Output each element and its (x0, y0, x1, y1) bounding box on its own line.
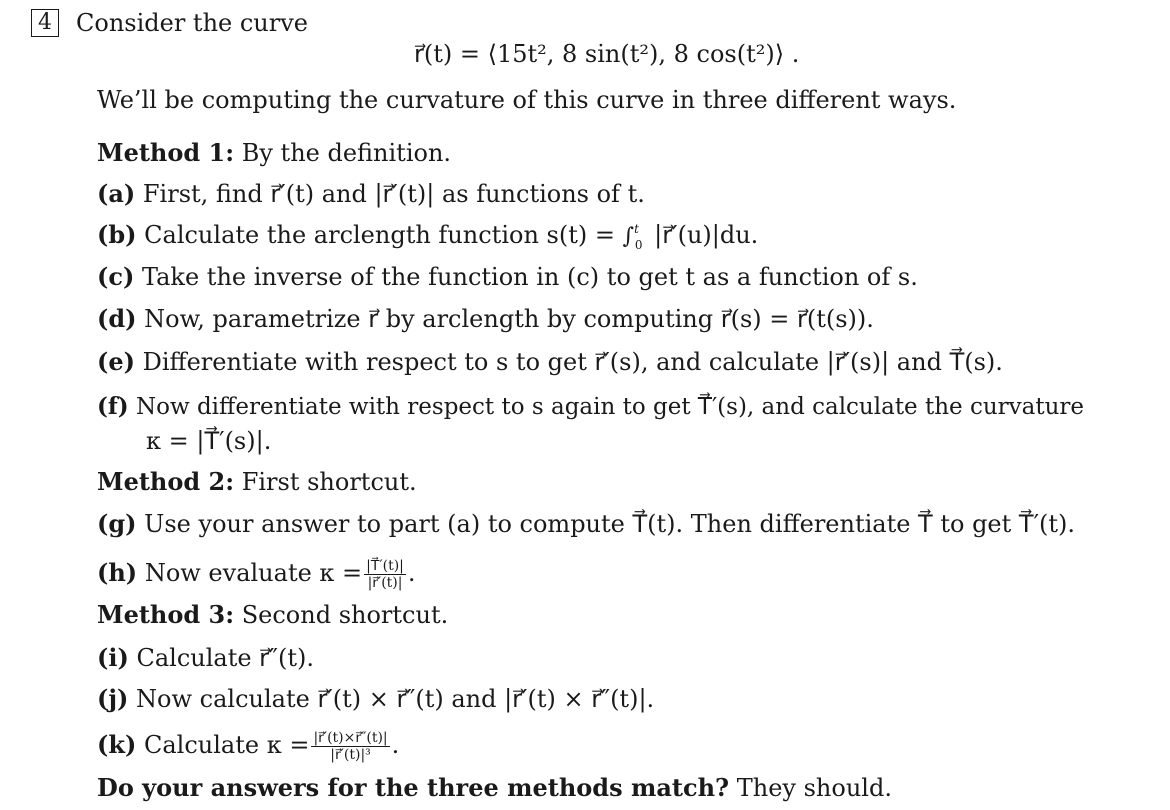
part-h-label: (h) (97, 558, 138, 587)
part-f-label: (f) (97, 393, 129, 420)
method3-heading: Method 3: (97, 600, 235, 629)
part-g (97, 510, 1075, 538)
part-i (97, 644, 314, 672)
part-j-label: (j) (97, 684, 129, 713)
part-h (97, 558, 416, 591)
part-b-text: Calculate the arclength function s(t) = (144, 221, 615, 249)
integral-upper-limit: t (634, 222, 639, 236)
closing-question: Do your answers for the three methods match? (97, 773, 730, 802)
part-k-label: (k) (97, 730, 137, 759)
problem-number: 4 (31, 9, 59, 37)
method2-line (97, 468, 417, 496)
part-k-fraction (311, 730, 389, 763)
part-j-text: Now calculate r⃗′(t) × r⃗″(t) and |r⃗′(t) × r⃗″(t)|. (136, 685, 655, 713)
intro-text: Consider the curve (76, 9, 308, 37)
part-c-label: (c) (97, 262, 135, 291)
part-i-label: (i) (97, 643, 129, 672)
part-f-text: Now differentiate with respect to s again to get T⃗′(s), and calculate the curvature (135, 394, 1085, 420)
integral-sign: ∫ (622, 224, 635, 249)
method2-heading: Method 2: (97, 467, 235, 496)
curve-equation: r⃗(t) = ⟨15t², 8 sin(t²), 8 cos(t²)⟩ . (414, 40, 800, 68)
part-k-period: . (391, 731, 400, 759)
method3-line (97, 601, 448, 629)
part-h-period: . (407, 559, 416, 587)
closing-answer: They should. (736, 774, 892, 802)
part-i-text: Calculate r⃗″(t). (136, 644, 315, 672)
part-k-numerator: |r⃗′(t)×r⃗″(t)| (313, 730, 388, 746)
method1-heading: Method 1: (97, 138, 235, 167)
part-c (97, 263, 918, 291)
part-b (97, 221, 758, 253)
method1-line (97, 139, 451, 167)
part-a-text: First, find r⃗′(t) and |r⃗′(t)| as functions of t. (142, 180, 645, 208)
part-d (97, 305, 874, 333)
part-d-label: (d) (97, 304, 137, 333)
statement-text: We’ll be computing the curvature of this curve in three different ways. (97, 86, 957, 114)
part-h-fraction (364, 558, 406, 591)
part-c-text: Take the inverse of the function in (c) to get t as a function of s. (141, 263, 918, 291)
part-h-denominator: |r⃗′(t)| (367, 575, 403, 591)
part-g-label: (g) (97, 509, 137, 538)
part-h-numerator: |T⃗′(t)| (366, 558, 404, 574)
closing-line (97, 774, 892, 802)
part-d-text: Now, parametrize r⃗ by arclength by computing r⃗(s) = r⃗(t(s)). (144, 305, 874, 333)
part-g-text: Use your answer to part (a) to compute T⃗(t). Then differentiate T⃗ to get T⃗′(t). (144, 510, 1076, 538)
part-k (97, 730, 399, 763)
method3-subtitle: Second shortcut. (241, 601, 449, 629)
part-f-curvature: κ = |T⃗′(s)|. (146, 427, 272, 455)
part-k-text: Calculate κ = (143, 731, 310, 759)
part-e-label: (e) (97, 347, 135, 376)
part-f (97, 393, 1084, 421)
part-e-text: Differentiate with respect to s to get r⃗′(s), and calculate |r⃗′(s)| and T⃗(s). (142, 348, 1003, 376)
part-h-text: Now evaluate κ = (144, 559, 363, 587)
part-a-label: (a) (97, 179, 136, 208)
part-b-integrand: |r⃗′(u)|du. (654, 221, 759, 249)
part-a (97, 180, 645, 208)
method1-subtitle: By the definition. (241, 139, 452, 167)
part-b-label: (b) (97, 220, 137, 249)
part-e (97, 348, 1003, 376)
integral-lower-limit: 0 (634, 238, 643, 252)
part-k-denominator: |r⃗′(t)|³ (330, 747, 371, 763)
method2-subtitle: First shortcut. (241, 468, 417, 496)
part-j (97, 685, 654, 713)
